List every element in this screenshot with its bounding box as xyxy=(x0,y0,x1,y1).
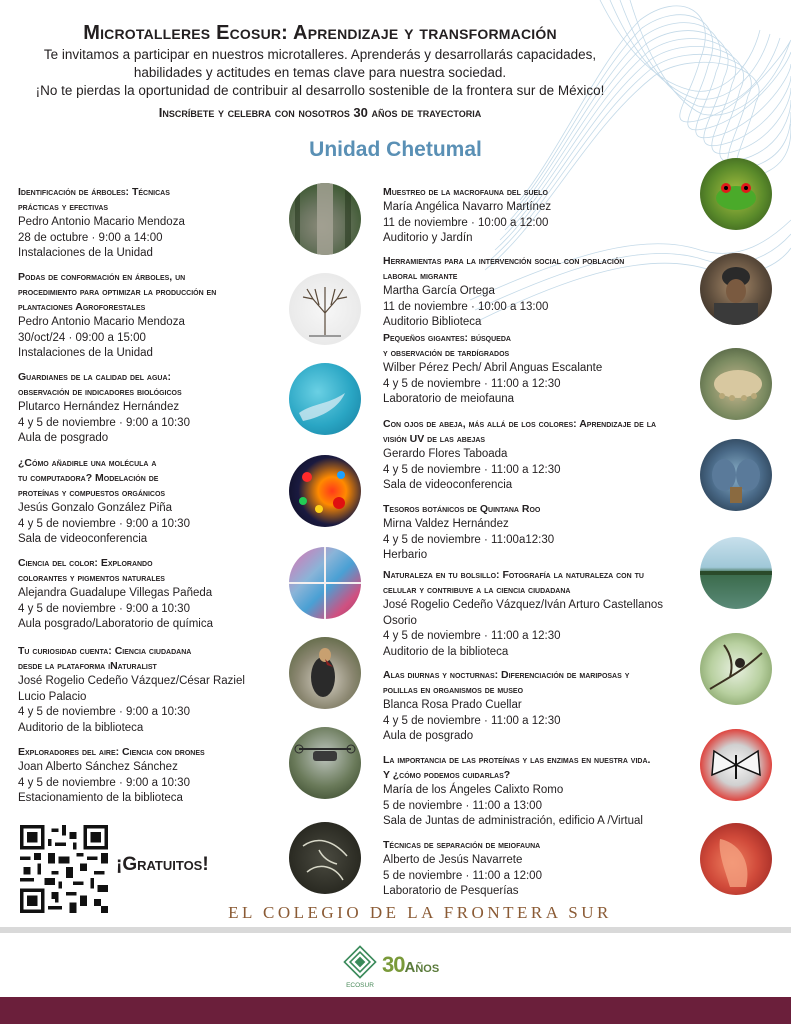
workshop-title: Tu curiosidad cuenta: Ciencia ciudadana xyxy=(18,645,192,657)
workshop-instructor: María de los Ángeles Calixto Romo xyxy=(383,784,564,796)
workshop-meiofauna-separation xyxy=(383,838,693,900)
footer-bar xyxy=(0,997,791,1024)
workshop-botanical-treasures xyxy=(383,502,693,564)
monkey-tree-photo xyxy=(700,633,772,705)
anniversary-word: Años xyxy=(404,959,440,976)
molecule-photo xyxy=(289,455,361,527)
workshop-water-quality xyxy=(18,370,280,447)
workshop-title: Herramientas para la intervención social con población xyxy=(383,255,625,267)
workshop-migrant-labor xyxy=(383,254,693,331)
workshop-title: Ciencia del color: Explorando xyxy=(18,557,153,569)
workshop-instructor: Joan Alberto Sánchez Sánchez xyxy=(18,761,178,773)
workshop-title: Con ojos de abeja, más allá de los colores: Aprendizaje de la xyxy=(383,418,657,430)
workshop-location: Laboratorio de meiofauna xyxy=(383,393,515,405)
workshop-instructor: Lucio Palacio xyxy=(18,690,87,703)
intro-line: habilidades y actitudes en temas clave para nuestra sociedad. xyxy=(133,65,507,80)
workshop-location: Auditorio y Jardín xyxy=(383,232,473,244)
workshop-title: visión UV de las abejas xyxy=(383,433,486,445)
workshop-location: Estacionamiento de la biblioteca xyxy=(18,792,183,804)
free-label: ¡Gratuitos! xyxy=(116,854,209,875)
workshop-instructor: Osorio xyxy=(383,614,417,627)
workshop-location: Sala de videoconferencia xyxy=(383,479,513,491)
workshop-title: Identificación de árboles: Técnicas xyxy=(18,186,170,198)
anniversary-badge xyxy=(382,952,439,978)
workshop-location: Sala de videoconferencia xyxy=(18,533,148,545)
qr-code[interactable] xyxy=(20,825,108,913)
workshop-date: 11 de noviembre · 10:00 a 12:00 xyxy=(383,216,549,229)
workshop-title: tu computadora? Modelación de xyxy=(18,472,159,484)
bird-photo xyxy=(289,637,361,709)
workshop-date: 4 y 5 de noviembre · 9:00 a 10:30 xyxy=(18,602,190,615)
workshop-title: Pequeños gigantes: búsqueda xyxy=(383,332,511,344)
workshop-date: 4 y 5 de noviembre · 11:00 a 12:30 xyxy=(383,630,561,642)
intro-line: Te invitamos a participar en nuestros microtalleres. Aprenderás y desarrollarás capacidades, xyxy=(43,47,597,62)
subtitle: Inscríbete y celebra con nosotros 30 años de trayectoria xyxy=(158,105,482,120)
workshop-instructor: José Rogelio Cedeño Vázquez/Iván Arturo Castellanos xyxy=(383,599,664,611)
workshop-instructor: Mirna Valdez Hernández xyxy=(383,518,509,530)
workshop-location: Herbario xyxy=(383,549,428,561)
workshop-bee-vision xyxy=(383,417,693,494)
workshop-title: plantaciones Agroforestales xyxy=(18,301,146,313)
workshop-color-science xyxy=(18,556,280,633)
bare-tree-photo xyxy=(289,273,361,345)
tardigrade-photo xyxy=(700,348,772,420)
workshop-location: Sala de Juntas de administración, edificio A /Virtual xyxy=(383,815,643,827)
workshop-date: 4 y 5 de noviembre · 9:00 a 10:30 xyxy=(18,706,190,718)
workshop-title: Técnicas de separación de meiofauna xyxy=(383,839,541,851)
workshop-title: prácticas y efectivas xyxy=(18,201,109,213)
workshop-location: Laboratorio de Pesquerías xyxy=(383,885,519,897)
workshop-title: Exploradores del aire: Ciencia con drones xyxy=(18,746,205,758)
unit-heading: Unidad Chetumal xyxy=(309,138,482,161)
workshop-inaturalist xyxy=(18,644,280,736)
workshop-instructor: Gerardo Flores Taboada xyxy=(383,448,508,460)
fish-fillet-photo xyxy=(700,823,772,895)
workshop-instructor: Blanca Rosa Prado Cuellar xyxy=(383,699,522,711)
workshop-title: Tesoros botánicos de Quintana Roo xyxy=(383,503,541,515)
butterfly-photo xyxy=(700,729,772,801)
workshop-soil-macrofauna xyxy=(383,185,693,247)
workshop-date: 28 de octubre · 9:00 a 14:00 xyxy=(18,231,163,244)
workshop-tree-identification xyxy=(18,185,280,262)
wetland-photo xyxy=(700,537,772,609)
workshop-instructor: Wilber Pérez Pech/ Abril Anguas Escalante xyxy=(383,362,603,374)
meiofauna-microscope-photo xyxy=(289,822,361,894)
workshop-location: Auditorio Biblioteca xyxy=(383,316,482,328)
workshop-title: laboral migrante xyxy=(383,270,458,282)
workshop-title: Naturaleza en tu bolsillo: Fotografía la naturaleza con tu xyxy=(383,569,644,581)
workshop-instructor: Pedro Antonio Macario Mendoza xyxy=(18,316,185,328)
workshop-location: Instalaciones de la Unidad xyxy=(18,247,153,259)
workshop-instructor: Jesús Gonzalo González Piña xyxy=(18,502,173,514)
workshop-date: 11 de noviembre · 10:00 a 13:00 xyxy=(383,300,549,313)
workshop-title: Muestreo de la macrofauna del suelo xyxy=(383,186,548,198)
tree-trunk-photo xyxy=(289,183,361,255)
workshop-tardigrades xyxy=(383,331,693,408)
divider-band xyxy=(0,927,791,933)
logo-text: ECOSUR xyxy=(346,982,374,989)
workshop-title: ¿Cómo añadirle una molécula a xyxy=(18,457,157,469)
anniversary-number: 30 xyxy=(382,952,405,977)
workshop-butterflies-moths xyxy=(383,668,693,745)
workshop-location: Aula de posgrado xyxy=(383,730,474,742)
workshop-title: proteínas y compuestos orgánicos xyxy=(18,487,166,499)
workshop-drones xyxy=(18,745,280,807)
workshop-location: Aula posgrado/Laboratorio de química xyxy=(18,618,213,630)
workshop-molecule-modeling xyxy=(18,456,280,548)
workshop-location: Instalaciones de la Unidad xyxy=(18,347,153,359)
workshop-instructor: Alejandra Guadalupe Villegas Pañeda xyxy=(18,587,213,599)
workshop-instructor: Plutarco Hernández Hernández xyxy=(18,401,180,413)
workshop-date: 30/oct/24 · 09:00 a 15:00 xyxy=(18,331,146,344)
workshop-title: La importancia de las proteínas y las enzimas en nuestra vida. xyxy=(383,754,651,766)
workshop-date: 4 y 5 de noviembre · 9:00 a 10:30 xyxy=(18,416,190,429)
workshop-title: procedimiento para optimizar la producción en xyxy=(18,286,217,298)
frog-photo xyxy=(700,158,772,230)
workshop-instructor: José Rogelio Cedeño Vázquez/César Raziel xyxy=(18,675,245,687)
workshop-title: Podas de conformación en árboles, un xyxy=(18,271,186,283)
workshop-instructor: Martha García Ortega xyxy=(383,285,495,297)
workshop-date: 4 y 5 de noviembre · 9:00 a 10:30 xyxy=(18,517,190,530)
workshop-tree-pruning xyxy=(18,270,280,362)
workshop-title: Alas diurnas y nocturnas: Diferenciación de mariposas y xyxy=(383,669,630,681)
intro-line: ¡No te pierdas la oportunidad de contribuir al desarrollo sostenible de la frontera sur de México! xyxy=(35,83,605,98)
workshop-title: y observación de tardígrados xyxy=(383,347,510,359)
workshop-date: 4 y 5 de noviembre · 9:00 a 10:30 xyxy=(18,776,190,789)
workshop-instructor: María Angélica Navarro Martínez xyxy=(383,201,552,213)
college-name: EL COLEGIO DE LA FRONTERA SUR xyxy=(228,903,612,922)
workshop-location: Auditorio de la biblioteca xyxy=(18,721,144,734)
worker-photo xyxy=(700,253,772,325)
workshop-instructor: Pedro Antonio Macario Mendoza xyxy=(18,216,185,228)
bee-eyes-photo xyxy=(700,439,772,511)
pigments-photo xyxy=(289,547,361,619)
ecosur-logo-icon xyxy=(340,942,380,982)
intro-text xyxy=(0,46,640,100)
workshop-date: 4 y 5 de noviembre · 11:00 a 12:30 xyxy=(383,714,561,727)
workshop-location: Aula de posgrado xyxy=(18,432,109,444)
workshop-date: 4 y 5 de noviembre · 11:00 a 12:30 xyxy=(383,463,561,476)
workshop-title: polillas en organismos de museo xyxy=(383,684,524,696)
workshop-title: Y ¿cómo podemos cuidarlas? xyxy=(383,769,511,781)
workshop-instructor: Alberto de Jesús Navarrete xyxy=(383,854,523,866)
workshop-title: celular y contribuye a la ciencia ciudadana xyxy=(383,584,571,596)
workshop-date: 5 de noviembre · 11:00 a 13:00 xyxy=(383,799,542,812)
workshop-date: 4 y 5 de noviembre · 11:00 a 12:30 xyxy=(383,377,561,390)
drone-photo xyxy=(289,727,361,799)
workshop-date: 5 de noviembre · 11:00 a 12:00 xyxy=(383,869,542,882)
workshop-date: 4 y 5 de noviembre · 11:00a12:30 xyxy=(383,533,555,546)
workshop-title: Guardianes de la calidad del agua: xyxy=(18,371,172,383)
workshop-proteins-enzymes xyxy=(383,753,693,830)
underwater-photo xyxy=(289,363,361,435)
workshop-title: colorantes y pigmentos naturales xyxy=(18,572,165,584)
workshop-title: desde la plataforma iNaturalist xyxy=(18,660,157,672)
workshop-nature-photography xyxy=(383,568,693,660)
workshop-location: Auditorio de la biblioteca xyxy=(383,645,509,658)
workshop-title: observación de indicadores biológicos xyxy=(18,386,182,398)
page-title: Microtalleres Ecosur: Aprendizaje y transformación xyxy=(83,22,557,44)
